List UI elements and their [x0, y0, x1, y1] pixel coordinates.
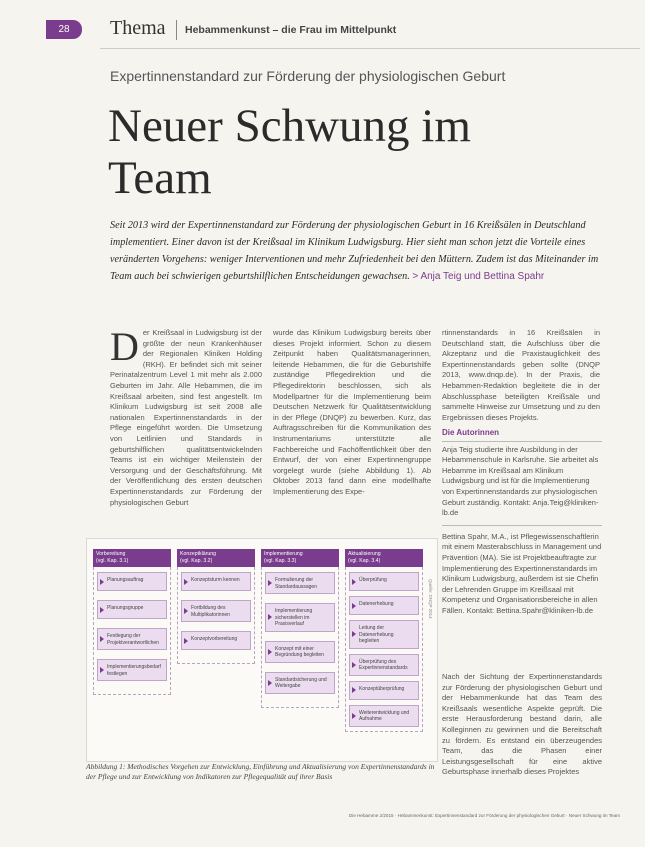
- figure-step: Konzeptvorbereitung: [181, 631, 251, 650]
- article-headline: Neuer Schwung im Team: [108, 100, 471, 204]
- figure-column-header: [261, 549, 339, 567]
- figure-column-body: [177, 567, 255, 664]
- figure-step: Planungsgruppe: [97, 600, 167, 619]
- rubric-title: Thema: [110, 17, 166, 39]
- header-divider: [176, 20, 177, 40]
- author-bio-teig: Anja Teig studierte ihre Ausbildung in der Hebammenschule in Karlsruhe. Sie arbeitet als Hebamme im Kreißsaal am Klinikum Ludwigsburg und ist für die Implementierung von Expertinnenstandards zur physiologischen Geburt zuständig. Kontakt: Anja.Teig@kliniken-lb.de: [442, 444, 599, 518]
- body-column-1-text: er Kreißsaal in Ludwigsburg ist der größte der neun Krankenhäuser der Regionalen Kliniken Holding (RKH). Er befindet sich mit seiner Perinatalzentrum Level 1 mit mehr als 2.000 Geburten im Jahr. Alle Hebammen, die im Kreißsaal arbeiten, sind fest angestellt. Im Klinikum Ludwigsburg ist seit 2008 alle nationalen Expertinnenstandards in der Pflege eingeführt worden. Die Umsetzung von Leitlinien und Standards in geburtshilflichen qualitätsentwickelnden Teams ist ein wichtiger Meilenstein der Versorgung und der Geschäftsführung. Mit der Veröffentlichung des ersten deutschen Expertinnenstandards zur Förderung der physiologischen Geburt: [110, 328, 262, 507]
- figure-step: Implementierung sicherstellen im Praxisverlauf: [265, 603, 335, 632]
- figure-column-implementation: [261, 549, 339, 708]
- figure-column-update: [345, 549, 423, 732]
- figure-column-title: Aktualisierung: [348, 551, 381, 557]
- process-figure: [86, 538, 438, 762]
- body-column-2: wurde das Klinikum Ludwigsburg bereits über dieses Projekt informiert. Schon zu diesem Zeitpunkt haben Qualitätsmanagerinnen, leitende Hebammen, die für die Geburtshilfe zuständige Pflegedirektion und die Pflegedirektorin beschlossen, sich als Modellpartner für die Implementierung beim Deutschen Netzwerk für Qualitätsentwicklung in der Pflege (DNQP) zu bewerben. Kurz, das Auftragsschreiben für die Kommunikation des Instrumentariums unterstützte alle Fachbereiche und Fachöffentlichkeit über den Entwurf, der von einer Expertinnengruppe vorgelegt wurde (siehe Abbildung 1). Ab Oktober 2013 fand dann eine modellhafte Implementierung des Expe-: [273, 328, 431, 496]
- page-footer: Die Hebamme 2/2015 · Hebammenkunst: Expertinnenstandard zur Förderung der physiologischen Geburt · Neuer Schwung im Team: [348, 813, 620, 818]
- body-column-4: Nach der Sichtung der Expertinnenstandards zur Förderung der physiologischen Geburt und der Hebammenkunde hat das Team des Kreißsaals wesentliche Aspekte geprüft. Die erste Herausforderung bestand darin, alle Kolleginnen zu gewinnen und die Bereitschaft zu fördern. Es entstand ein überzeugendes Team, das die Phasen einer Leistungsgesellschaft für eine aktive Geburtsphase innerhalb dieses Projektes: [442, 672, 602, 777]
- author-box-heading: Die Autorinnen: [442, 428, 602, 442]
- figure-column-subtitle: (vgl. Kap. 3.3): [264, 558, 297, 564]
- figure-column-subtitle: (vgl. Kap. 3.1): [96, 558, 129, 564]
- figure-step: Formulierung der Standardaussagen: [265, 572, 335, 594]
- drop-cap: D: [110, 324, 139, 369]
- figure-column-body: [261, 567, 339, 708]
- figure-step: Weiterentwicklung und Aufnahme: [349, 705, 419, 727]
- figure-step: Festlegung der Projektverantwortlichen: [97, 628, 167, 650]
- figure-column-header: [177, 549, 255, 567]
- figure-column-title: Implementierung: [264, 551, 303, 557]
- figure-caption: Abbildung 1: Methodisches Vorgehen zur Entwicklung, Einführung und Aktualisierung von Expertinnenstandards in der Pflege und zur Entwicklung von Indikatoren zur Pflegequalität auf ihrer Basis: [86, 762, 435, 781]
- author-bio-spahr: Bettina Spahr, M.A., ist Pflegewissenschaftlerin mit einem Masterabschluss in Management und Prävention (MA). Sie ist Projektbeauftragte zur Implementierung des Expertinnenstandards im Klinikum Ludwigsburg, außerdem ist sie Chefin der Lehrenden Gruppe im Kreißsaal mit Kompetenz und Organisationsbereiche in allen Fällen. Kontakt: Bettina.Spahr@kliniken-lb.de: [442, 525, 602, 617]
- figure-step: Implementierungsbedarf festlegen: [97, 659, 167, 681]
- figure-column-preparation: [93, 549, 171, 695]
- figure-step: Konzeptüberprüfung: [349, 681, 419, 700]
- figure-column-subtitle: (vgl. Kap. 3.4): [348, 558, 381, 564]
- figure-column-body: [345, 567, 423, 732]
- figure-column-concept: [177, 549, 255, 664]
- figure-step: Überprüfung: [349, 572, 419, 591]
- figure-column-subtitle: (vgl. Kap. 3.2): [180, 558, 213, 564]
- figure-column-header: [93, 549, 171, 567]
- figure-step: Konzeptsturm kennen: [181, 572, 251, 591]
- figure-step: Leitung der Datenerhebung begleiten: [349, 620, 419, 649]
- lead-text: Seit 2013 wird der Expertinnenstandard zur Förderung der physiologischen Geburt in 16 Kreißsälen in Deutschland implementiert. Einer davon ist der Kreißsaal im Klinikum Ludwigsburg. Hier sieht man schon jetzt die Vorteile eines veränderten Vorgehens: weniger Interventionen und mehr Zufriedenheit bei den Müttern. Zudem ist das Miteinander im Team auch bei schwierigen geburtshilflichen Entscheidungen gewachsen.: [110, 220, 599, 282]
- article-lead: [110, 217, 610, 285]
- body-column-1: [110, 324, 262, 508]
- figure-step: Fortbildung des Multiplikatorinnen: [181, 600, 251, 622]
- figure-source-note: Quelle: DNQP 2014: [428, 579, 433, 619]
- body-column-3: rtinnenstandards in 16 Kreißsälen in Deutschland statt, die Aufschluss über die Akzeptanz und die Praxistauglichkeit des Expertinnenstandards geben sollte (DNQP 2013, www.dnqp.de). In der Praxis, die Hebammen-Redaktion begleitete die in der Abschlussphase beteiligten Kreißsäle und sammelte Hinweise zur Umsetzung und zu den Ergebnissen dieses Projekts.: [442, 328, 600, 422]
- figure-column-body: [93, 567, 171, 695]
- header-rule: [100, 48, 640, 49]
- figure-column-title: Vorbereitung: [96, 551, 126, 557]
- figure-step: Standardsicherung und Weitergabe: [265, 672, 335, 694]
- page-number: 28: [46, 20, 82, 39]
- figure-column-header: [345, 549, 423, 567]
- figure-step: Konzept mit einer Begründung begleiten: [265, 641, 335, 663]
- figure-column-title: Konzeptklärung: [180, 551, 217, 557]
- figure-step: Überprüfung des Expertinnenstandards: [349, 654, 419, 676]
- author-info-box: [442, 428, 602, 623]
- figure-step: Planungsauftrag: [97, 572, 167, 591]
- header-topic: Hebammenkunst – die Frau im Mittelpunkt: [185, 24, 397, 36]
- figure-step: Datenerhebung: [349, 596, 419, 615]
- article-kicker: Expertinnenstandard zur Förderung der physiologischen Geburt: [110, 68, 506, 84]
- article-authors: > Anja Teig und Bettina Spahr: [412, 271, 545, 282]
